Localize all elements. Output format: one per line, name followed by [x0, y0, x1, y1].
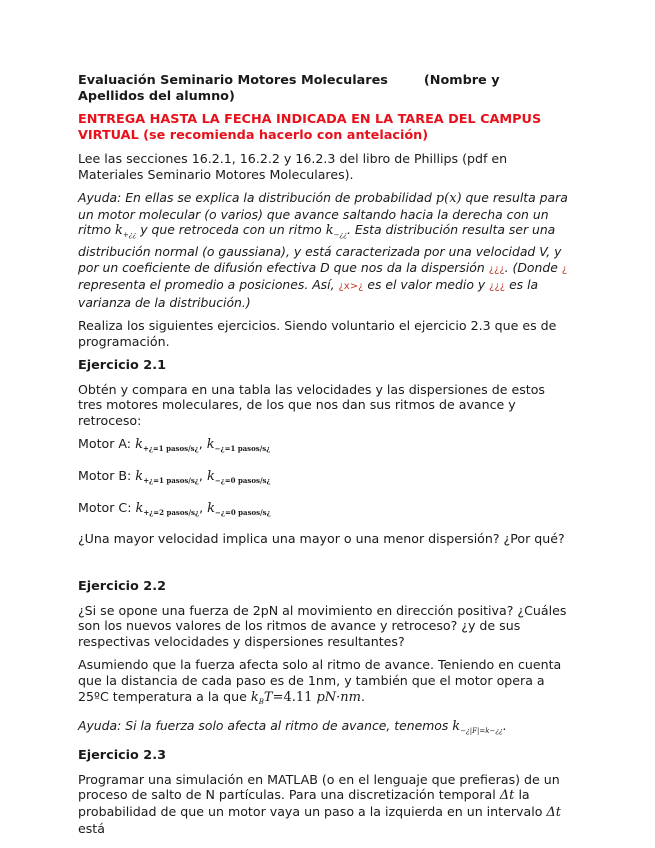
help-paragraph: [78, 190, 568, 310]
help-text: representa el promedio a posiciones. Así,: [78, 277, 335, 293]
exercise-2-2-heading: Ejercicio 2.2: [78, 578, 166, 594]
help-text: . (Donde: [504, 259, 558, 275]
document-title: [78, 73, 568, 104]
document-page: [78, 73, 568, 844]
broken-symbol: ¿¿¿: [488, 263, 505, 275]
math-kplus: $k_{+¿¿}$: [115, 223, 137, 240]
exercise-2-1-heading: Ejercicio 2.1: [78, 357, 166, 373]
help-text: es la varianza de la distribución.): [78, 277, 539, 310]
help-text: que resulta para un motor molecular (o varios) que avance saltando hacia la derecha con un ritmo: [78, 190, 568, 238]
math-px: p(x): [435, 191, 462, 207]
broken-symbol: ¿: [561, 263, 568, 275]
help-text: es el valor medio y: [367, 277, 486, 293]
help-text: y que retroceda con un ritmo: [140, 222, 322, 238]
exercise-2-1-text: Obtén y compara en una tabla las velocidades y las dispersiones de estos tres motores moleculares, de los que nos dan sus ritmos de avance y retroceso:: [78, 381, 545, 428]
instructions-paragraph: Realiza los siguientes ejercicios. Siendo voluntario el ejercicio 2.3 que es de programación.: [78, 318, 557, 349]
motor-b-line: Motor B: $k_{+¿=1 pasos/s¿}$, $k_{-¿=0 pasos/s¿}$: [78, 467, 271, 485]
motor-a-line: Motor A: $k_{+¿=1 pasos/s¿}$, $k_{-¿=1 pasos/s¿}$: [78, 436, 271, 454]
title-text: Evaluación Seminario Motores Moleculares: [78, 73, 388, 88]
exercise-2-2-assumption: Asumiendo que la fuerza afecta solo al ritmo de avance. Teniendo en cuenta que la distancia de cada paso es de 1nm, y también que el motor opera a 25ºC temperatura a la que $k_BT=4.11$ pN·nm.: [78, 657, 562, 706]
exercise-2-1-question: ¿Una mayor velocidad implica una mayor o una menor dispersión? ¿Por qué?: [78, 531, 565, 547]
name-note: (Nombre y Apellidos del alumno): [78, 73, 500, 104]
exercise-2-3-heading: Ejercicio 2.3: [78, 747, 166, 763]
motor-c-line: Motor C: $k_{+¿=2 pasos/s¿}$, $k_{-¿=0 pasos/s¿}$: [78, 499, 271, 517]
broken-symbol: ¿¿¿: [489, 281, 506, 293]
help-text: Ayuda: En ellas se explica la distribución de probabilidad: [78, 190, 432, 206]
broken-symbol: ¿x>¿: [338, 281, 364, 293]
exercise-2-3-text: Programar una simulación en MATLAB (o en el lenguaje que prefieras) de un proceso de salto de N partículas. Para una discretización temporal Δt la probabilidad de que un motor vaya un paso a la izquierda en un intervalo Δt está: [78, 771, 562, 836]
exercise-2-2-help: Ayuda: Si la fuerza solo afecta al ritmo de avance, tenemos $k_{-¿|F|=k-¿¿}$.: [78, 718, 507, 736]
help-text: . Esta distribución resulta ser una distribución normal (o gaussiana), y está caracterizada por una velocidad V, y por un coeficiente de difusión efectiva D que nos da la dispersión: [78, 222, 562, 275]
intro-paragraph: Lee las secciones 16.2.1, 16.2.2 y 16.2.3 del libro de Phillips (pdf en Materiales Seminario Motores Moleculares).: [78, 151, 508, 182]
math-kminus: $k_{-¿¿}$: [325, 223, 347, 240]
exercise-2-2-question: ¿Si se opone una fuerza de 2pN al movimiento en dirección positiva? ¿Cuáles son los nuevos valores de los ritmos de avance y retroceso? ¿y de sus respectivas velocidades y dispersiones resultantes?: [78, 602, 567, 649]
deadline-notice: ENTREGA HASTA LA FECHA INDICADA EN LA TAREA DEL CAMPUS VIRTUAL (se recomienda hacerlo con antelación): [78, 112, 542, 143]
